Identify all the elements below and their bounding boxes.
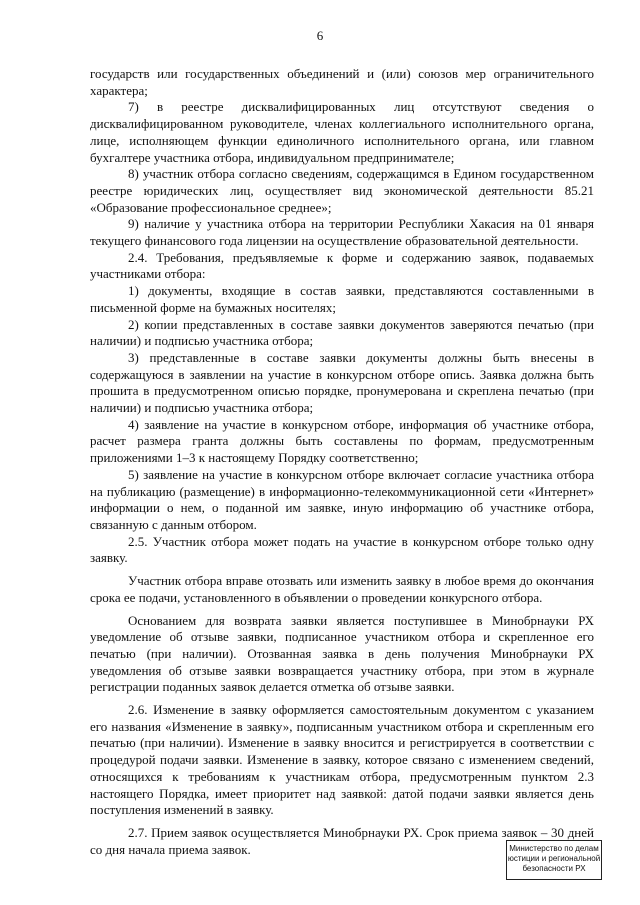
- registration-stamp: [506, 840, 602, 880]
- paragraph-item-7: 7) в реестре дисквалифицированных лиц отсутствуют сведения о дисквалифицированном руководителе, членах коллегиального исполнительного органа, лице, исполняющем функции единоличного исполнительного органа, или главном бухгалтере участника отбора, индивидуальном предпринимателе;: [90, 99, 594, 165]
- paragraph-section-2-5: 2.5. Участник отбора может подать на участие в конкурсном отборе только одну заявку.: [90, 533, 594, 566]
- stamp-line: Министерство по делам: [509, 844, 599, 853]
- paragraph-requirement-2: 2) копии представленных в составе заявки документов заверяются печатью (при наличии) и подписью участника отбора;: [90, 316, 594, 349]
- paragraph-requirement-1: 1) документы, входящие в состав заявки, представляются составленными в письменной форме на бумажных носителях;: [90, 283, 594, 315]
- stamp-line: юстиции и региональной: [507, 854, 601, 863]
- paragraph-section-2-6: 2.6. Изменение в заявку оформляется самостоятельным документом с указанием его названия «Изменение в заявку», подписанным участником отбора и скрепленным его печатью (при наличии). Изменение в заявку вносится и регистрируется в соответствии с процедурой подачи заявки. Изменение в заявку, которое связано с изменением сведений, относящихся к требованиям к участникам отбора, предусмотренным пунктом 2.3 настоящего Порядка, имеет приоритет над заявкой: датой подачи заявки является день поступления изменений в заявку.: [90, 702, 594, 818]
- paragraph-withdraw: Участник отбора вправе отозвать или изменить заявку в любое время до окончания срока ее подачи, установленного в объявлении о проведении конкурсного отбора.: [90, 573, 594, 605]
- paragraph-section-2-4: 2.4. Требования, предъявляемые к форме и содержанию заявок, подаваемых участниками отбора:: [90, 249, 594, 282]
- paragraph-return-basis: Основанием для возврата заявки является поступившее в Минобрнауки РХ уведомление об отзыве заявки, подписанное участником отбора и скрепленное его печатью (при наличии). Отозванная заявка в день получения Минобрнауки РХ уведомления об отзыве заявки возвращается участнику отбора, при этом в журнале регистрации поданных заявок делается отметка об отзыве заявки.: [90, 612, 594, 695]
- document-body: [90, 66, 594, 858]
- paragraph-requirement-5: 5) заявление на участие в конкурсном отборе включает согласие участника отбора на публикацию (размещение) в информационно-телекоммуникационной сети «Интернет» информации о нем, о поданной им заявке, иную информацию об участнике отбора, связанную с данным отбором.: [90, 466, 594, 532]
- paragraph-continuation: государств или государственных объединений и (или) союзов мер ограничительного характера;: [90, 66, 594, 98]
- paragraph-requirement-3: 3) представленные в составе заявки документы должны быть внесены в содержащуюся в заявлении на участие в конкурсном отборе опись. Заявка должна быть прошита в предусмотренном описью порядке, пронумерована и скреплена печатью (при наличии) и подписью участника отбора;: [90, 349, 594, 416]
- paragraph-section-2-7: 2.7. Прием заявок осуществляется Минобрнауки РХ. Срок приема заявок – 30 дней со дня начала приема заявок.: [90, 824, 594, 857]
- stamp-line: безопасности РХ: [522, 864, 586, 873]
- paragraph-requirement-4: 4) заявление на участие в конкурсном отборе, информация об участнике отбора, расчет размера гранта должны быть составлены по формам, предусмотренным приложениями 1–3 к настоящему Порядку соответственно;: [90, 416, 594, 466]
- paragraph-item-9: 9) наличие у участника отбора на территории Республики Хакасия на 01 января текущего финансового года лицензии на осуществление образовательной деятельности.: [90, 216, 594, 249]
- page-number: 6: [316, 28, 324, 43]
- paragraph-item-8: 8) участник отбора согласно сведениям, содержащимся в Едином государственном реестре юридических лиц, осуществляет вид экономической деятельности 85.21 «Образование профессиональное среднее»;: [90, 166, 594, 215]
